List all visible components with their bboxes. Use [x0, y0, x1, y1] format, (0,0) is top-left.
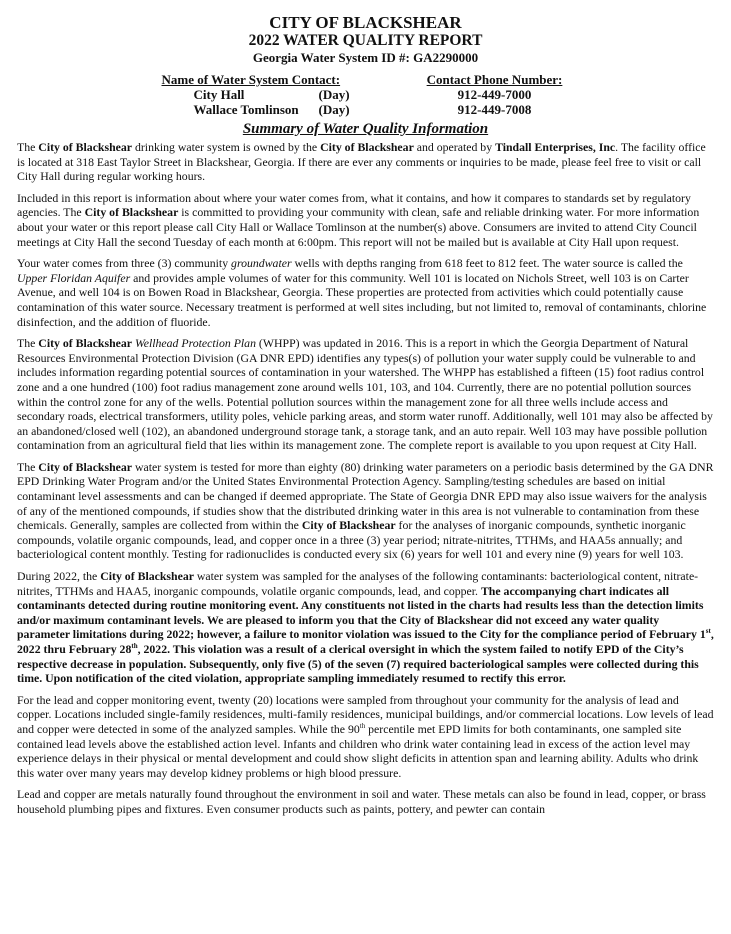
paragraph-report-info: Included in this report is information about where your water comes from, what it contains, and how it compares to standards set by regulatory agencies. The City of Blackshear is committed to providing your community with clean, safe and reliable drinking water. For more information about your water or this report please call City Hall or Wallace Tomlinson at the number(s) above. Consumers are invited to attend City Council meetings at City Hall the second Tuesday of each month at 6:00pm. This report will not be mailed but is available at City Hall upon request.	[17, 190, 700, 249]
contact-name: Wallace Tomlinson	[193, 102, 299, 117]
paragraph-sampling-2022: During 2022, the City of Blackshear water system was sampled for the analyses of the following contaminants: bacteriological content, nitrate-nitrites, TTHMs and HAA5, inorganic compounds, volatile organic compounds, lead, and copper. The accompanying chart indicates all contaminants detected during routine monitoring event. Any constituents not listed in the charts had results less than the detection limits and/or maximum contaminant levels. We are pleased to inform you that the City of Blackshear did not exceed any water quality parameter limitations during 2022; however, a failure to monitor violation was issued to the City for the compliance period of February 1st, 2022 thru February 28th, 2022. This violation was a result of a clerical oversight in which the system failed to notify EPD of the City’s respective decrease in population. Subsequently, only five (5) of the seven (7) required bacteriological samples were collected during this time. Upon notification of the cited violation, appropriate sampling immediately resumed to rectify this error.	[17, 569, 714, 686]
paragraph-lead-sources: Lead and copper are metals naturally found throughout the environment in soil and water. These metals can also be found in lead, copper, or brass household plumbing pipes and fixtures. Even consumer products such as paints, pottery, and pewter can contain	[17, 787, 706, 816]
contact-names	[162, 72, 362, 117]
contact-phones	[420, 72, 570, 117]
system-id: Georgia Water System ID #: GA2290000	[252, 50, 479, 65]
contact-phone: 912-449-7000	[457, 87, 532, 102]
paragraph-wellhead-protection: The City of Blackshear Wellhead Protection Plan (WHPP) was updated in 2016. This is a report in which the Georgia Department of Natural Resources Environmental Protection Division (GA DNR EPD) identifies any types(s) of pollution your water supply could be vulnerable to and includes information regarding potential sources of contamination in your watershed. The WHPP has established a fifteen (15) foot radius control zone and a one hundred (100) foot radius management zone around wells 101, 103, and 104. Currently, there are no potential pollution sources within the control zone for any of the wells. Potential pollution sources within the management zone for all three wells include access and secondary roads, electrical transformers, utility poles, vehicle parking areas, and storm water runoff. Additionally, well 101 may also be affected by an abandoned/closed well (102), an abandoned underground storage tank, a storage tank, and an auto repair. Well 103 may have possible pollution contamination from an agricultural field that lies within its management zone. The complete report is available to you upon request at City Hall.	[17, 336, 713, 453]
contact-phone: 912-449-7008	[457, 102, 532, 117]
contact-time: (Day)	[318, 87, 350, 102]
paragraph-ownership: The City of Blackshear drinking water system is owned by the City of Blackshear and operated by Tindall Enterprises, Inc. The facility office is located at 318 East Taylor Street in Blackshear, Georgia. If there are ever any comments or inquiries to be made, please feel free to visit or call City Hall during regular working hours.	[17, 140, 706, 184]
contact-row	[162, 87, 362, 102]
paragraph-lead-copper: For the lead and copper monitoring event, twenty (20) locations were sampled from throughout your community for the analysis of lead and copper. Locations included single-family residences, multi-family residences, municipal buildings, and/or commercial locations. Low levels of lead and copper were detected in some of the analyzed samples. While the 90th percentile met EPD limits for both contaminants, one sampled site contained lead levels above the established action level. Infants and children who drink water containing lead in excess of the action level may experience delays in their physical or mental development and could show slight deficits in attention span and learning ability. Adults who drink this water over many years may develop kidney problems or high blood pressure.	[17, 692, 714, 780]
paragraph-water-source: Your water comes from three (3) community groundwater wells with depths ranging from 618 feet to 812 feet. The water source is called the Upper Floridan Aquifer and provides ample volumes of water for this community. Well 101 is located on Nichols Street, well 103 is on Carter Avenue, and well 104 is on Bowen Road in Blackshear, Georgia. These properties are protected from activities which could potentially cause contamination of this water source. Necessary treatment is performed at well sites including, but not limited to, removal of contaminants, chlorine disinfection, and the addition of fluoride.	[17, 256, 707, 329]
report-title: CITY OF BLACKSHEAR	[269, 13, 462, 32]
contact-name: City Hall	[193, 87, 245, 102]
contact-phone-heading: Contact Phone Number:	[426, 72, 563, 87]
contact-table	[17, 72, 714, 117]
report-subtitle: 2022 WATER QUALITY REPORT	[248, 32, 483, 49]
contact-time: (Day)	[318, 102, 350, 117]
contact-row	[162, 102, 362, 117]
paragraph-testing: The City of Blackshear water system is tested for more than eighty (80) drinking water parameters on a periodic basis determined by the GA DNR EPD Drinking Water Program and/or the United States Environmental Protection Agency. Sampling/testing schedules are based on initial contaminant level assessments and can be changed if deemed appropriate. The State of Georgia DNR EPD may also issue waivers for the analysis of any of the mentioned compounds, if studies show that the distributed drinking water in this area is not vulnerable to contamination from these chemicals. Generally, samples are collected from within the City of Blackshear for the analyses of inorganic compounds, synthetic inorganic compounds, volatile organic compounds, lead, and copper once in a three (3) year period; nitrate-nitrites, TTHMs, and HAA5s annually; and bacteriological content monthly. Testing for radionuclides is conducted every six (6) years for well 101 and every nine (9) years for well 103.	[17, 459, 714, 562]
report-header	[17, 14, 714, 66]
summary-heading: Summary of Water Quality Information	[242, 121, 489, 137]
contact-name-heading: Name of Water System Contact:	[161, 72, 341, 87]
